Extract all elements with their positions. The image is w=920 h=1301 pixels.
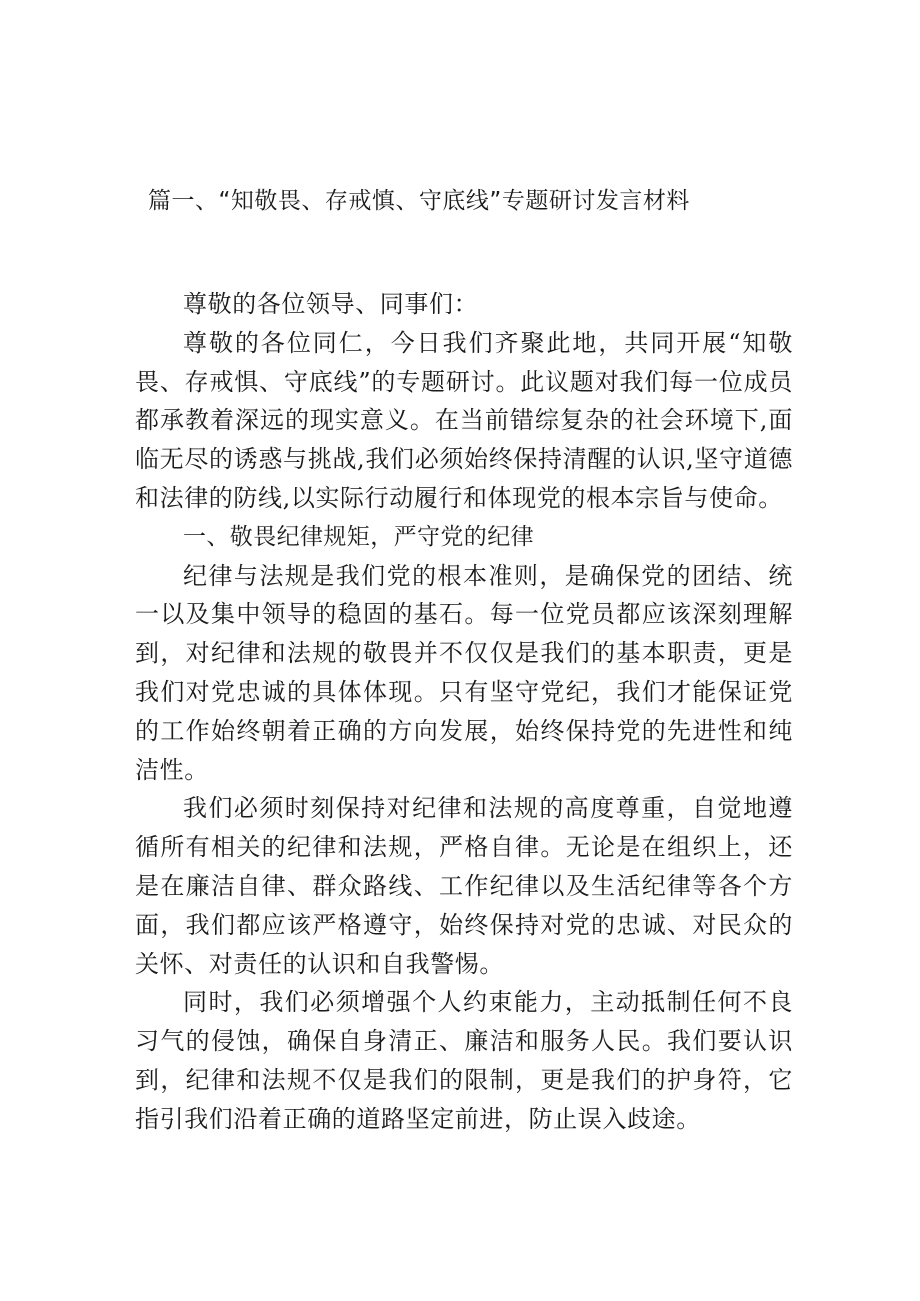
paragraph-2: 我们必须时刻保持对纪律和法规的高度尊重，自觉地遵循所有相关的纪律和法规，严格自律。无论是在组织上，还是在廉洁自律、群众路线、工作纪律以及生活纪律等各个方面，我们都应该严格遵守，始终保持对党的忠诚、对民众的关怀、对责任的认识和自我警惕。 [135,794,793,978]
salutation: 尊敬的各位领导、同事们： [183,290,479,318]
document-title: 篇一、“知敬畏、存戒慎、守底线”专题研讨发言材料 [148,188,690,214]
paragraph-3: 同时，我们必须增强个人约束能力，主动抵制任何不良习气的侵蚀，确保自身清正、廉洁和服务人民。我们要认识到，纪律和法规不仅是我们的限制，更是我们的护身符，它指引我们沿着正确的道路坚定前进，防止误入歧途。 [135,988,793,1133]
intro-paragraph: 尊敬的各位同仁，今日我们齐聚此地，共同开展“知敬畏、存戒惧、守底线”的专题研讨。此议题对我们每一位成员都承教着深远的现实意义。在当前错综复杂的社会环境下,面临无尽的诱惑与挑战,我们必须始终保持清醒的认识,坚守道德和法律的防线,以实际行动履行和体现党的根本宗旨与使命。 [135,328,793,512]
paragraph-1: 纪律与法规是我们党的根本准则，是确保党的团结、统一以及集中领导的稳固的基石。每一位党员都应该深刻理解到，对纪律和法规的敬畏并不仅仅是我们的基本职责，更是我们对党忠诚的具体体现。只有坚守党纪，我们才能保证党的工作始终朝着正确的方向发展，始终保持党的先进性和纯洁性。 [135,561,793,784]
section-heading-1: 一、敬畏纪律规矩，严守党的纪律 [183,523,534,550]
document-body [135,285,793,1139]
